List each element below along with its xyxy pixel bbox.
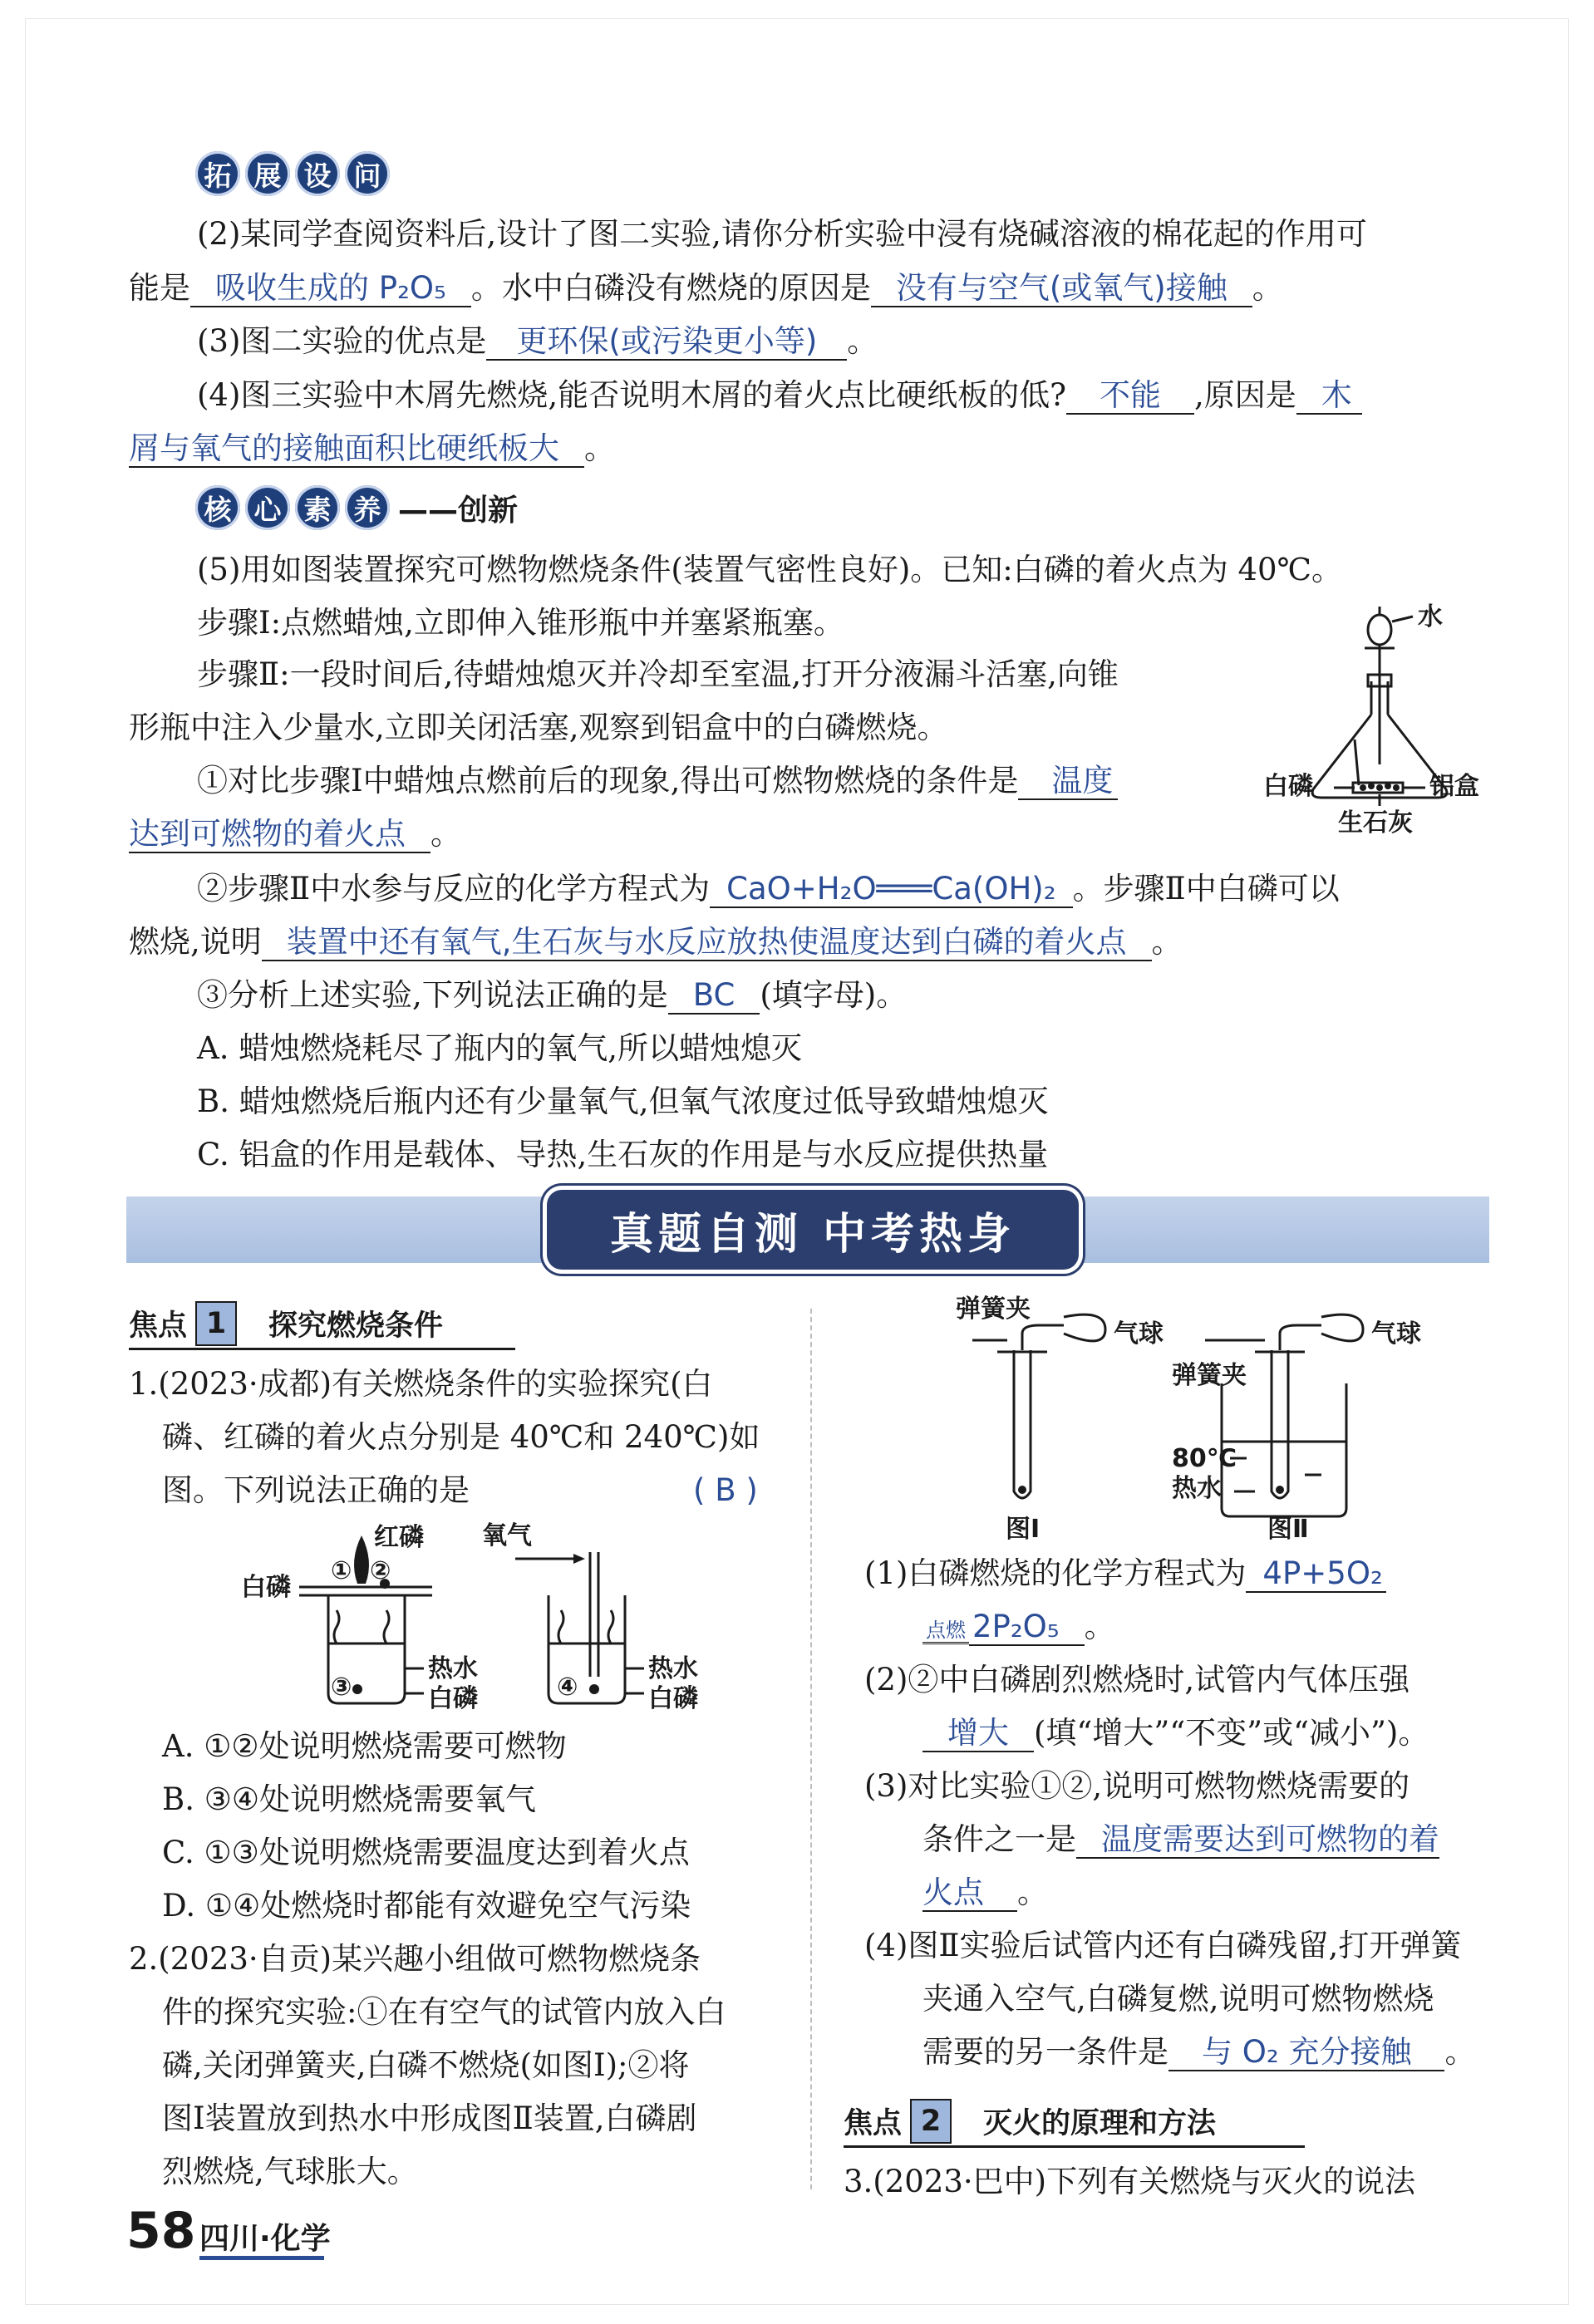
focus-2-heading: 焦点 2 灭火的原理和方法 (844, 2098, 1216, 2145)
badge-char: 问 (345, 151, 390, 196)
badge-char: 心 (245, 485, 290, 530)
label-balloon: 气球 (1371, 1319, 1421, 1349)
p2-s2: (2)②中白磷剧烈燃烧时,试管内气体压强 (864, 1662, 1410, 1698)
q2-line1: (2)某同学查阅资料后,设计了图二实验,请你分析实验中浸有烧碱溶液的棉花起的作用可 (197, 216, 1367, 252)
p2-line5: 烈燃烧,气球胀大。 (162, 2154, 418, 2189)
q5-s2-cont: 燃烧,说明 装置中还有氧气,生石灰与水反应放热使温度达到白磷的着火点 。 (129, 924, 1183, 960)
p1-option-b: B. ③④处说明燃烧需要氧气 (162, 1781, 537, 1817)
marker-1: ① (331, 1556, 352, 1585)
p1-answer: ( B ) (693, 1472, 758, 1508)
answer: 更环保(或污染更小等) (486, 323, 847, 361)
p2-line2: 件的探究实验:①在有空气的试管内放入白 (162, 1994, 726, 2030)
label-balloon: 气球 (1114, 1319, 1164, 1349)
p1-option-d: D. ①④处燃烧时都能有效避免空气污染 (162, 1888, 691, 1924)
answer: 2P₂O₅ (969, 1609, 1085, 1646)
label-white-phosphorus: 白磷 (241, 1573, 291, 1602)
p3-line1: 3.(2023·巴中)下列有关燃烧与灭火的说法 (844, 2164, 1416, 2199)
p1-option-a: A. ①②处说明燃烧需要可燃物 (162, 1728, 567, 1764)
focus-number: 2 (910, 2099, 952, 2144)
column-divider (810, 1309, 812, 2189)
label-hot-water: 热水 (648, 1654, 698, 1683)
p2-line1: 2.(2023·自贡)某兴趣小组做可燃物燃烧条 (129, 1941, 701, 1977)
section-banner-title: 真题自测 中考热身 (547, 1190, 1079, 1270)
core-literacy-header (195, 485, 518, 530)
answer: CaO+H₂O═══Ca(OH)₂ (710, 871, 1072, 908)
p2-s1: (1)白磷燃烧的化学方程式为 4P+5O₂ (864, 1552, 1386, 1595)
page-subject: 四川·化学 (199, 2222, 331, 2256)
marker-3: ③ (331, 1673, 352, 1702)
label-quicklime: 生石灰 (1338, 808, 1413, 838)
label-figure-2: 图Ⅱ (1267, 1515, 1309, 1541)
answer: 4P+5O₂ (1246, 1555, 1385, 1593)
badge-char: 设 (295, 151, 340, 196)
p2-s3: (3)对比实验①②,说明可燃物燃烧需要的 (864, 1768, 1410, 1804)
focus-underline (129, 1348, 515, 1350)
label-oxygen: 氧气 (482, 1521, 532, 1550)
answer: 木 (1296, 377, 1362, 415)
p2-s4-line3: 需要的另一条件是 与 O₂ 充分接触 。 (922, 2034, 1476, 2070)
footer-underline (199, 2256, 324, 2260)
p1-line3: 图。下列说法正确的是 (162, 1472, 470, 1508)
answer: 增大 (922, 1715, 1034, 1752)
answer: 火点 (922, 1874, 1017, 1912)
p2-s3-cont2: 火点 。 (922, 1874, 1048, 1910)
marker-2: ② (370, 1556, 391, 1585)
answer: 达到可燃物的着火点 (129, 816, 430, 853)
q3-line: (3)图二实验的优点是 更环保(或污染更小等) 。 (197, 323, 878, 359)
label-aluminum-box: 铝盒 (1429, 772, 1479, 801)
label-white-phosphorus: 白磷 (648, 1684, 698, 1713)
flask-apparatus-figure (1255, 598, 1513, 848)
q5-s1-cont: 达到可燃物的着火点 。 (129, 816, 461, 852)
q2-line2: 能是 吸收生成的 P₂O₅ 。水中白磷没有燃烧的原因是 没有与空气(或氧气)接触 。 (129, 270, 1283, 306)
answer: 不能 (1066, 377, 1194, 415)
p2-s1-cont: 点燃 2P₂O₅ 。 (922, 1605, 1115, 1652)
label-hot-water: 热水 (1172, 1474, 1222, 1503)
q5-step2b: 形瓶中注入少量水,立即关闭活塞,观察到铝盒中的白磷燃烧。 (129, 710, 948, 745)
q4-line1: (4)图三实验中木屑先燃烧,能否说明木屑的着火点比硬纸板的低? 不能 ,原因是 木 (197, 374, 1362, 417)
q5-step2a: 步骤Ⅱ:一段时间后,待蜡烛熄灭并冷却至室温,打开分液漏斗活塞,向锥 (197, 656, 1119, 692)
answer: 吸收生成的 P₂O₅ (190, 270, 471, 307)
answer: 与 O₂ 充分接触 (1168, 2034, 1444, 2071)
answer: 装置中还有氧气,生石灰与水反应放热使温度达到白磷的着火点 (262, 924, 1152, 961)
label-spring-clip: 弹簧夹 (956, 1295, 1031, 1324)
answer-condition: 点燃 (922, 1619, 969, 1644)
badge-char: 展 (245, 151, 290, 196)
answer: 屑与氧气的接触面积比硬纸板大 (129, 430, 584, 468)
q5-option-c: C. 铝盒的作用是载体、导热,生石灰的作用是与水反应提供热量 (197, 1137, 1049, 1172)
label-white-phosphorus: 白磷 (1263, 772, 1313, 801)
q5-s3: ③分析上述实验,下列说法正确的是 BC (填字母)。 (197, 977, 908, 1013)
p2-s4-line2: 夹通入空气,白磷复燃,说明可燃物燃烧 (922, 1981, 1434, 2017)
badge-char: 养 (345, 485, 390, 530)
label-spring-clip: 弹簧夹 (1172, 1361, 1247, 1390)
badge-char: 拓 (195, 151, 240, 196)
q5-s1: ①对比步骤Ⅰ中蜡烛点燃前后的现象,得出可燃物燃烧的条件是 温度 (197, 759, 1118, 803)
p1-line2: 磷、红磷的着火点分别是 40℃和 240℃)如 (162, 1419, 760, 1455)
focus-underline (844, 2145, 1305, 2148)
label-red-phosphorus: 红磷 (374, 1523, 424, 1552)
p2-s2-cont: 增大 (填“增大”“不变”或“减小”)。 (922, 1712, 1429, 1755)
p2-line4: 图Ⅰ装置放到热水中形成图Ⅱ装置,白磷剧 (162, 2100, 697, 2136)
focus-1-heading: 焦点 1 探究燃烧条件 (129, 1300, 443, 1347)
answer: BC (668, 977, 760, 1015)
marker-4: ④ (557, 1673, 578, 1702)
label-water: 水 (1418, 602, 1443, 631)
answer: 温度需要达到可燃物的着 (1076, 1821, 1439, 1859)
label-80c: 80℃ (1172, 1444, 1237, 1473)
label-figure-1: 图Ⅰ (1006, 1515, 1041, 1541)
test-tube-balloon-figure (939, 1292, 1421, 1541)
q5-intro: (5)用如图装置探究可燃物燃烧条件(装置气密性良好)。已知:白磷的着火点为 40℃。 (197, 552, 1342, 587)
badge-char: 素 (295, 485, 340, 530)
answer: 没有与空气(或氧气)接触 (871, 270, 1252, 307)
q5-option-a: A. 蜡烛燃烧耗尽了瓶内的氧气,所以蜡烛熄灭 (197, 1030, 803, 1066)
q5-step1: 步骤Ⅰ:点燃蜡烛,立即伸入锥形瓶中并塞紧瓶塞。 (197, 605, 844, 641)
q5-s2: ②步骤Ⅱ中水参与反应的化学方程式为 CaO+H₂O═══Ca(OH)₂ 。步骤Ⅱ中白磷可以 (197, 871, 1340, 907)
p2-s3-cont: 条件之一是 温度需要达到可燃物的着 (922, 1821, 1439, 1857)
focus-number: 1 (195, 1301, 237, 1346)
p2-line3: 磷,关闭弹簧夹,白磷不燃烧(如图Ⅰ);②将 (162, 2047, 690, 2083)
answer: 温度 (1018, 763, 1118, 800)
label-hot-water: 热水 (428, 1654, 478, 1683)
expand-questions-header (195, 151, 395, 196)
p2-s4-line1: (4)图Ⅱ实验后试管内还有白磷残留,打开弹簧 (864, 1928, 1462, 1963)
q5-option-b: B. 蜡烛燃烧后瓶内还有少量氧气,但氧气浓度过低导致蜡烛熄灭 (197, 1083, 1049, 1119)
label-white-phosphorus: 白磷 (428, 1684, 478, 1713)
core-tail: ——创新 (398, 493, 519, 528)
p1-line1: 1.(2023·成都)有关燃烧条件的实验探究(白 (129, 1366, 713, 1402)
page-number: 58 (126, 2202, 196, 2260)
badge-char: 核 (195, 485, 240, 530)
p1-option-c: C. ①③处说明燃烧需要温度达到着火点 (162, 1835, 690, 1870)
q4-line2: 屑与氧气的接触面积比硬纸板大 。 (129, 430, 615, 466)
beaker-experiment-figure (233, 1519, 715, 1718)
